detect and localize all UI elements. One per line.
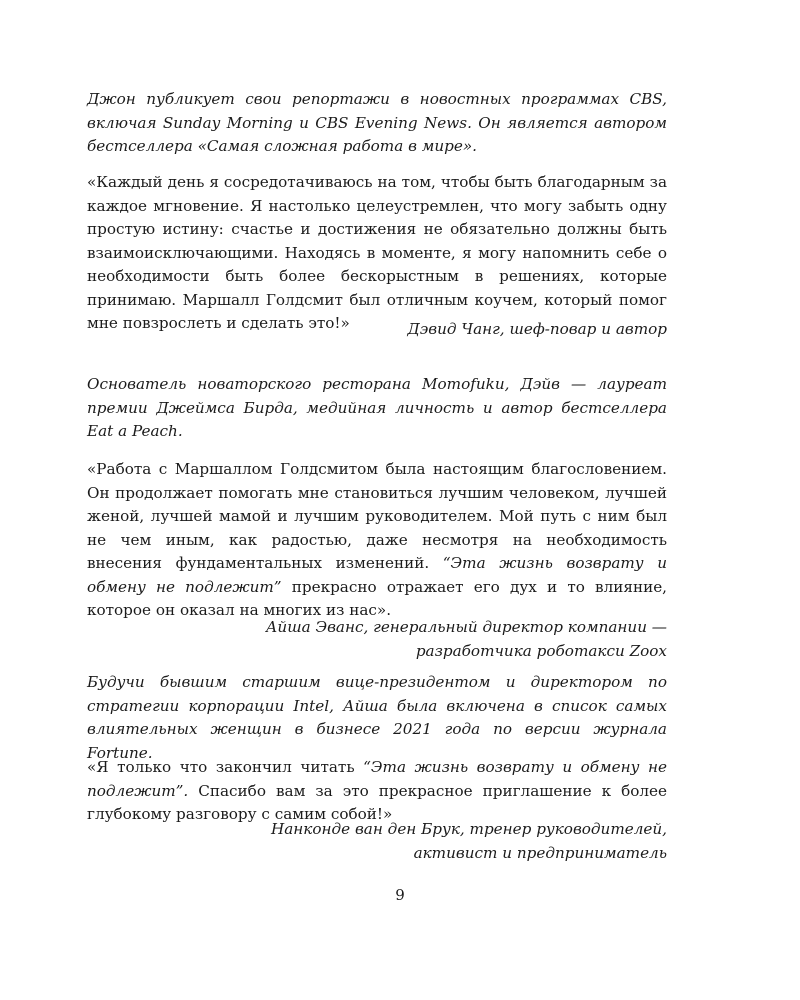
page-number: 9: [395, 886, 405, 904]
attribution-line: Нанконде ван ден Брук, тренер руководителей,: [271, 820, 667, 838]
bio-john-dickerson: Джон публикует свои репортажи в новостных программах CBS, включая Sunday Morning и CBS Evening News. Он является автором бестселлера «Самая сложная работа в мире».: [87, 90, 667, 155]
bio-aicha-evans: Будучи бывшим старшим вице-президентом и директором по стратегии корпорации Intel, Айша была включена в список самых влиятельных женщин в бизнесе 2021 года по версии журнала Fortune.: [87, 673, 667, 762]
attribution-aicha-evans: [87, 616, 667, 663]
attribution-line: активист и предприниматель: [413, 843, 667, 862]
attribution-nankhonde-van-den-broek: [87, 818, 667, 865]
attribution-david-chang: Дэвид Чанг, шеф-повар и автор: [407, 320, 667, 338]
quote-david-chang: «Каждый день я сосредотачиваюсь на том, чтобы быть благодарным за каждое мгновение. Я настолько целеустремлен, что могу забыть одну простую истину: счастье и достижения не обязательно должны быть взаимоисключающими. Находясь в моменте, я могу напомнить себе о необходимости быть более бескорыстным в решениях, которые принимаю. Маршалл Голдсмит был отличным коучем, который помог мне повзрослеть и сделать это!»: [87, 173, 667, 332]
quote-aicha-evans: [87, 458, 667, 623]
quote-text: прекрасно отражает его дух и то влияние, которое он оказал на многих из нас».: [87, 577, 668, 619]
attribution-line: разработчика роботакси Zoox: [415, 641, 667, 660]
quote-text: «Я только что закончил читать: [87, 758, 355, 776]
book-title: “Эта жизнь возврату и обмену не подлежит”: [87, 554, 667, 596]
quote-nankhonde-van-den-broek: [87, 756, 667, 827]
bio-david-chang: Основатель новаторского ресторана Momofuku, Дэйв — лауреат премии Джеймса Бирда, медийная личность и автор бестселлера Eat a Peach.: [87, 375, 667, 440]
quote-text: Спасибо вам за это прекрасное приглашение к более глубокому разговору с самим собой!»: [87, 781, 667, 823]
book-title: “Эта жизнь возврату и обмену не подлежит”.: [87, 758, 667, 800]
quote-text: «Работа с Маршаллом Голдсмитом была настоящим благословением. Он продолжает помогать мне становиться лучшим человеком, лучшей женой, лучшей мамой и лучшим руководителем. Мой путь с ним был не чем иным, как радостью, даже несмотря на необходимость внесения фундаментальных изменений.: [87, 460, 667, 572]
attribution-line: Айша Эванс, генеральный директор компании —: [265, 618, 667, 636]
